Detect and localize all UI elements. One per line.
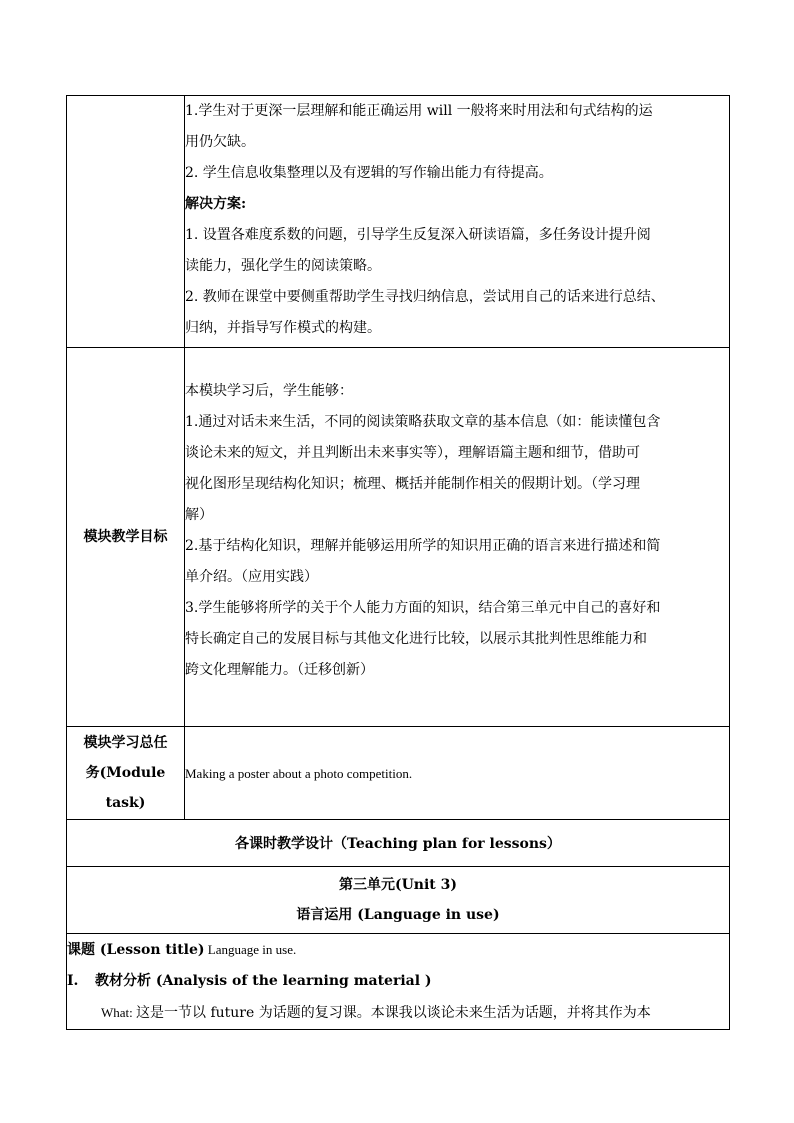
objective-line-1: 本模块学习后，学生能够： — [185, 383, 353, 399]
solution-line-1: 1. 设置各难度系数的问题，引导学生反复深入研读语篇，多任务设计提升阅 — [185, 227, 651, 243]
unit-heading — [67, 867, 730, 934]
lesson-title-line — [67, 934, 729, 966]
objectives-content — [185, 348, 730, 727]
objective-line-9: 特长确定自己的发展目标与其他文化进行比较，以展示其批判性思维能力和 — [185, 631, 647, 647]
objective-line-5: 解） — [185, 507, 213, 523]
unit-row — [67, 867, 730, 934]
analysis-heading — [67, 966, 729, 997]
lesson-row — [67, 934, 730, 1030]
task-label — [67, 727, 185, 820]
lessons-heading: 各课时教学设计（Teaching plan for lessons） — [67, 820, 730, 867]
task-text: Making a poster about a photo competition. — [185, 727, 730, 820]
what-text: 这是一节以 future 为话题的复习课。本课我以谈论未来生活为话题，并将其作为本 — [136, 1005, 651, 1021]
problem-line-2: 用仍欠缺。 — [185, 134, 255, 150]
task-label-line-2: 务(Module — [85, 765, 166, 781]
lesson-title-value: Language in use. — [204, 942, 297, 957]
task-label-line-3: task) — [105, 795, 146, 811]
solution-line-2: 读能力，强化学生的阅读策略。 — [185, 258, 381, 274]
analysis-title: 教材分析 (Analysis of the learning material ) — [95, 973, 432, 989]
objective-line-6: 2.基于结构化知识，理解并能够运用所学的知识用正确的语言来进行描述和简 — [185, 538, 661, 554]
objective-line-8: 3.学生能够将所学的关于个人能力方面的知识，结合第三单元中自己的喜好和 — [185, 600, 661, 616]
objectives-row — [67, 348, 730, 727]
solution-line-4: 归纳，并指导写作模式的构建。 — [185, 320, 381, 336]
objective-line-7: 单介绍。（应用实践） — [185, 569, 318, 585]
what-line — [67, 997, 729, 1029]
problems-row — [67, 96, 730, 348]
section-number: I. — [67, 973, 79, 989]
problem-line-3: 2. 学生信息收集整理以及有逻辑的写作输出能力有待提高。 — [185, 165, 553, 181]
objective-line-4: 视化图形呈现结构化知识；梳理、概括并能制作相关的假期计划。（学习理 — [185, 476, 640, 492]
lesson-plan-table — [66, 95, 730, 1030]
unit-subtitle: 语言运用 (Language in use) — [296, 907, 500, 923]
solution-line-3: 2. 教师在课堂中要侧重帮助学生寻找归纳信息，尝试用自己的话来进行总结、 — [185, 289, 665, 305]
objective-line-3: 谈论未来的短文，并且判断出未来事实等），理解语篇主题和细节，借助可 — [185, 445, 640, 461]
unit-title: 第三单元(Unit 3) — [338, 877, 458, 893]
lessons-heading-row — [67, 820, 730, 867]
objectives-label: 模块教学目标 — [67, 348, 185, 727]
solution-heading: 解决方案: — [185, 196, 247, 212]
objective-line-10: 跨文化理解能力。（迁移创新） — [185, 662, 374, 678]
document-page — [66, 95, 730, 1030]
problems-content — [185, 96, 730, 348]
objective-line-2: 1.通过对话未来生活，不同的阅读策略获取文章的基本信息（如：能读懂包含 — [185, 414, 661, 430]
problems-label-cell — [67, 96, 185, 348]
lesson-content — [67, 934, 730, 1030]
task-label-line-1: 模块学习总任 — [83, 735, 168, 751]
problem-line-1: 1.学生对于更深一层理解和能正确运用 will 一般将来时用法和句式结构的运 — [185, 103, 653, 119]
what-label: What: — [101, 1005, 137, 1020]
task-row — [67, 727, 730, 820]
lesson-title-label: 课题 (Lesson title) — [67, 942, 205, 958]
